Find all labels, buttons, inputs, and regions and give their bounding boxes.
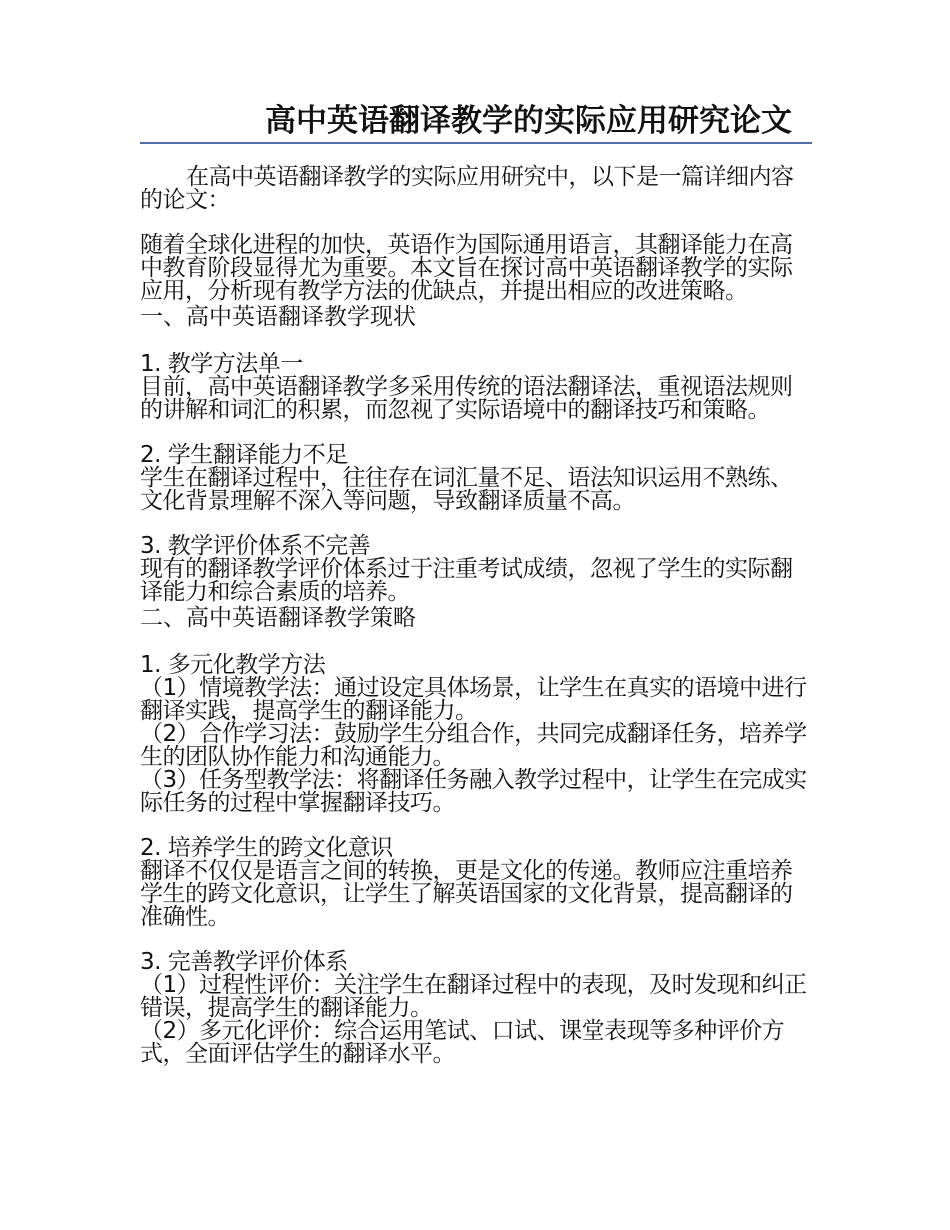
subsection-title: 2. 学生翻译能力不足 <box>140 442 348 468</box>
list-item: （2）合作学习法：鼓励学生分组合作，共同完成翻译任务，培养学生的团队协作能力和沟通能力。 <box>140 721 807 770</box>
list-item: （1）过程性评价：关注学生在翻译过程中的表现，及时发现和纠正错误，提高学生的翻译能力。 <box>140 972 807 1021</box>
intro-paragraph: 在高中英语翻译教学的实际应用研究中，以下是一篇详细内容的论文： <box>140 164 794 213</box>
subsection-body: 现有的翻译教学评价体系过于注重考试成绩，忽视了学生的实际翻译能力和综合素质的培养。 <box>140 556 793 605</box>
list-item: （2）多元化评价：综合运用笔试、口试、课堂表现等多种评价方式，全面评估学生的翻译水平。 <box>140 1018 785 1067</box>
subsection-title: 1. 教学方法单一 <box>140 351 303 377</box>
subsection-title: 2. 培养学生的跨文化意识 <box>140 835 393 861</box>
subsection-body: 目前，高中英语翻译教学多采用传统的语法翻译法，重视语法规则的讲解和词汇的积累，而忽视了实际语境中的翻译技巧和策略。 <box>140 374 793 423</box>
subsection-title: 3. 教学评价体系不完善 <box>140 533 371 559</box>
list-item: （1）情境教学法：通过设定具体场景，让学生在真实的语境中进行翻译实践，提高学生的翻译能力。 <box>140 675 807 724</box>
subsection-title: 3. 完善教学评价体系 <box>140 949 348 975</box>
subsection-body: 翻译不仅仅是语言之间的转换，更是文化的传递。教师应注重培养学生的跨文化意识，让学生了解英语国家的文化背景，提高翻译的准确性。 <box>140 858 793 930</box>
abstract-paragraph: 随着全球化进程的加快，英语作为国际通用语言，其翻译能力在高中教育阶段显得尤为重要。本文旨在探讨高中英语翻译教学的实际应用，分析现有教学方法的优缺点，并提出相应的改进策略。 <box>140 232 793 304</box>
list-item: （3）任务型教学法：将翻译任务融入教学过程中，让学生在完成实际任务的过程中掌握翻译技巧。 <box>140 767 807 816</box>
section-heading-status: 一、高中英语翻译教学现状 <box>140 304 416 330</box>
subsection-body: 学生在翻译过程中，往往存在词汇量不足、语法知识运用不熟练、文化背景理解不深入等问题，导致翻译质量不高。 <box>140 465 793 514</box>
subsection-title: 1. 多元化教学方法 <box>140 652 326 678</box>
section-heading-strategies: 二、高中英语翻译教学策略 <box>140 605 416 631</box>
document-title: 高中英语翻译教学的实际应用研究论文 <box>140 100 812 144</box>
document-page <box>140 100 812 1066</box>
